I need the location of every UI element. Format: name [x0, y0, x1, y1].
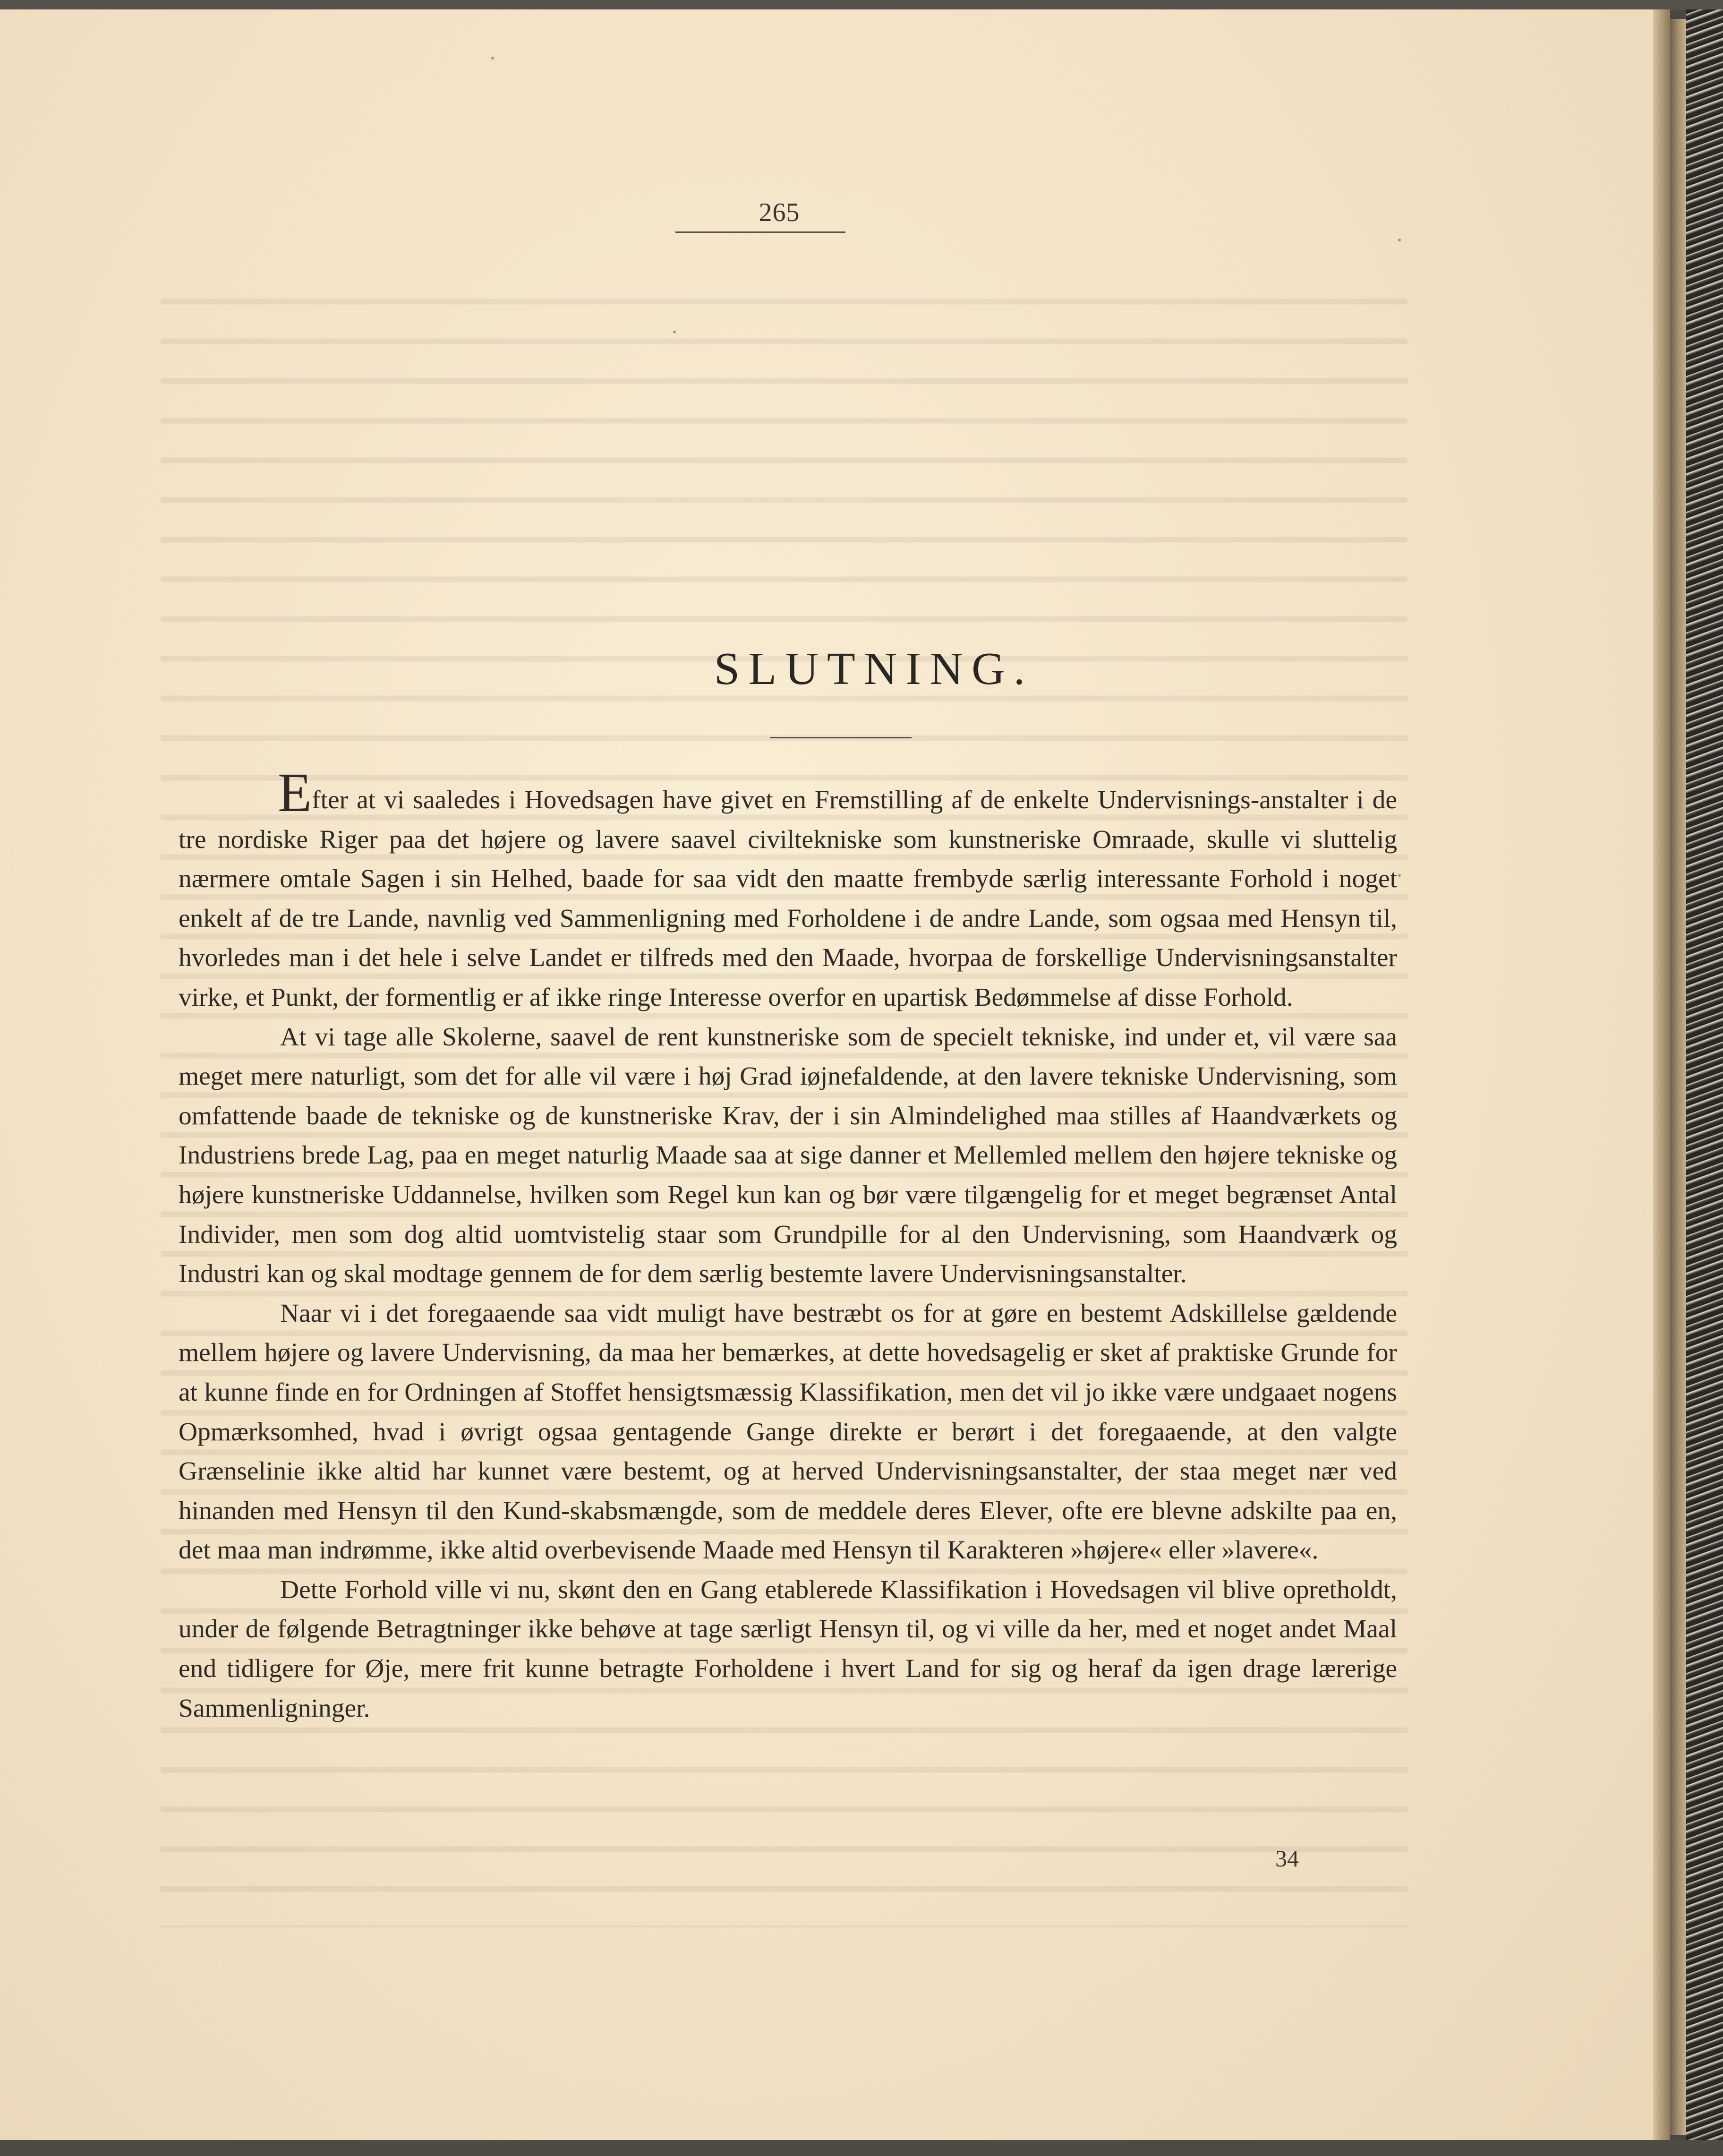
paragraph-2: At vi tage alle Skolerne, saavel de rent kunstneriske som de specielt tekniske, ind under et, vil være saa meget mere naturligt, som det for alle vil være i høj Grad iøjnefaldende, at den lavere tekniske Undervisning, som omfattende baade de tekniske og de kunstneriske Krav, der i sin Almindelighed maa stilles af Haandværkets og Industriens brede Lag, paa en meget naturlig Maade saa at sige danner et Mellemled mellem den højere tekniske og højere kunstneriske Uddannelse, hvilken som Regel kun kan og bør være tilgængelig for et meget begrænset Antal Individer, men som dog altid uomtvistelig staar som Grundpille for al den Undervisning, som Haandværk og Industri kan og skal modtage gennem de for dem særlig bestemte lavere Undervisningsanstalter.	[179, 1022, 1397, 1289]
scan-background-top	[0, 0, 1723, 10]
signature-mark: 34	[1275, 1845, 1299, 1872]
marbled-binding	[1686, 9, 1723, 2156]
paper-speck	[1398, 239, 1401, 241]
page-edge-shadow	[1670, 19, 1686, 2135]
heading-rule	[770, 737, 912, 738]
paper-speck	[1398, 874, 1401, 877]
scan-background-bottom	[0, 2140, 1723, 2156]
page-number: 265	[759, 198, 800, 227]
page-number-rule	[675, 231, 845, 233]
body-text	[179, 761, 1397, 1728]
page-edge-stack	[1653, 9, 1670, 2140]
paper-speck	[673, 331, 676, 334]
chapter-heading: SLUTNING.	[714, 643, 1034, 694]
paragraph-4: Dette Forhold ville vi nu, skønt den en Gang etablerede Klassifikation i Hovedsagen vil blive opretholdt, under de følgende Betragtninger ikke behøve at tage særligt Hensyn til, og vi ville da her, med et noget andet Maal end tidligere for Øje, mere frit kunne betragte Forholdene i hvert Land for sig og heraf da igen drage lærerige Sammenligninger.	[179, 1575, 1397, 1723]
paragraph-3: Naar vi i det foregaaende saa vidt muligt have bestræbt os for at gøre en bestemt Adskillelse gældende mellem højere og lavere Undervisning, da maa her bemærkes, at dette hovedsagelig er sket af praktiske Grunde for at kunne finde en for Ordningen af Stoffet hensigtsmæssig Klassifikation, men det vil jo ikke være undgaaet nogens Opmærksomhed, hvad i øvrigt ogsaa gentagende Gange direkte er berørt i det foregaaende, at den valgte Grænselinie ikke altid har kunnet være bestemt, og at herved Undervisningsanstalter, der staa meget nær ved hinanden med Hensyn til den Kund-skabsmængde, som de meddele deres Elever, ofte ere blevne adskilte paa en, det maa man indrømme, ikke altid overbevisende Maade med Hensyn til Karakteren »højere« eller »lavere«.	[179, 1299, 1397, 1565]
paragraph-1	[179, 761, 1397, 1018]
paragraph-1-text: fter at vi saaledes i Hovedsagen have givet en Fremstilling af de enkelte Undervisnings-anstalter i de tre nordiske Riger paa det højere og lavere saavel civiltekniske som kunstneriske Omraade, skulle vi sluttelig nærmere omtale Sagen i sin Helhed, baade for saa vidt den maatte frembyde særlig interessante Forhold i noget enkelt af de tre Lande, navnlig ved Sammenligning med Forholdene i de andre Lande, som ogsaa med Hensyn til, hvorledes man i det hele i selve Landet er tilfreds med den Maade, hvorpaa de forskellige Undervisningsanstalter virke, et Punkt, der formentlig er af ikke ringe Interesse overfor en upartisk Bedømmelse af disse Forhold.	[179, 786, 1397, 1012]
paper-speck	[491, 57, 494, 60]
drop-cap: E	[278, 761, 312, 823]
